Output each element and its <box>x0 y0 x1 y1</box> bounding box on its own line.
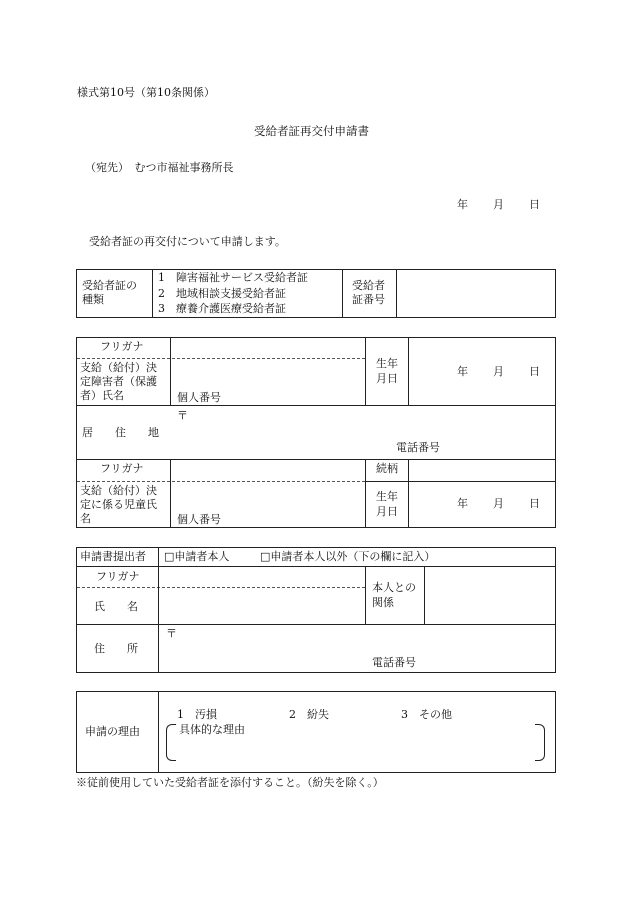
child-birth-month: 月 <box>493 497 504 510</box>
residence-field[interactable] <box>192 410 552 438</box>
document-title: 受給者証再交付申請書 <box>254 124 369 138</box>
applicant-name-field[interactable] <box>171 359 364 389</box>
child-birth-label-2: 月日 <box>376 505 398 518</box>
child-personal-number-label: 個人番号 <box>177 513 221 526</box>
addressee: （宛先） むつ市福祉事務所長 <box>85 161 234 174</box>
cert-number-field[interactable] <box>397 270 555 317</box>
submitter-label: 申請書提出者 <box>80 550 146 563</box>
submitter-relation-label-1: 本人との <box>372 581 416 594</box>
applicant-birth-label-1: 生年 <box>376 357 398 370</box>
residence-phone-label: 電話番号 <box>396 441 440 454</box>
submitter-postal-mark: 〒 <box>166 627 177 640</box>
reason-option-other[interactable]: 3 その他 <box>401 708 452 721</box>
date-year: 年 <box>457 198 468 211</box>
applicant-birth-month: 月 <box>493 365 504 378</box>
submitter-address-label: 住 所 <box>94 642 138 655</box>
date-day: 日 <box>529 198 540 211</box>
reason-bracket-left <box>166 724 176 761</box>
applicant-name-label-1: 支給（給付）決 <box>80 361 157 374</box>
cert-type-option-1: 1 障害福祉サービス受給者証 <box>158 271 308 284</box>
submitter-furigana-label: フリガナ <box>96 570 140 583</box>
applicant-personal-number-label: 個人番号 <box>177 391 221 404</box>
cert-type-label-2: 種類 <box>82 293 104 306</box>
applicant-name-label-2: 定障害者（保護 <box>80 375 157 388</box>
reason-bracket-right <box>535 724 545 761</box>
cert-type-label-1: 受給者証の <box>82 279 137 292</box>
reason-detail-field[interactable] <box>178 738 533 760</box>
submitter-phone-label: 電話番号 <box>372 656 416 669</box>
child-furigana-label: フリガナ <box>100 462 144 475</box>
cert-number-label-2: 証番号 <box>352 293 385 306</box>
child-name-label-1: 支給（給付）決 <box>80 484 157 497</box>
applicant-birth-label-2: 月日 <box>376 372 398 385</box>
child-birth-day: 日 <box>529 497 540 510</box>
cert-type-option-2: 2 地域相談支援受給者証 <box>158 287 286 300</box>
child-name-label-2: 定に係る児童氏 <box>80 498 157 511</box>
date-month: 月 <box>493 198 504 211</box>
submitter-name-field[interactable] <box>159 589 364 623</box>
cert-number-label-1: 受給者 <box>352 279 385 292</box>
relation-label: 続柄 <box>376 462 398 475</box>
applicant-birth-year: 年 <box>457 365 468 378</box>
reason-table <box>76 691 556 773</box>
child-name-label-3: 名 <box>80 512 91 525</box>
residence-postal-mark: 〒 <box>177 409 188 422</box>
cert-type-option-3: 3 療養介護医療受給者証 <box>158 302 286 315</box>
footnote: ※従前使用していた受給者証を添付すること。（紛失を除く。） <box>76 776 384 789</box>
residence-label: 居 住 地 <box>82 426 159 439</box>
child-birth-year: 年 <box>457 497 468 510</box>
intro-text: 受給者証の再交付について申請します。 <box>89 235 286 248</box>
submitter-relation-label-2: 関係 <box>372 596 394 609</box>
applicant-furigana-label: フリガナ <box>100 340 144 353</box>
applicant-birth-day: 日 <box>529 365 540 378</box>
reason-option-soiled[interactable]: 1 汚損 <box>177 708 217 721</box>
submitter-option-self[interactable]: □申請者本人 <box>164 550 230 563</box>
reason-option-lost[interactable]: 2 紛失 <box>289 708 329 721</box>
form-number: 様式第10号（第10条関係） <box>77 86 215 99</box>
submitter-option-other[interactable]: □申請者本人以外（下の欄に記入） <box>260 550 436 563</box>
child-birth-label-1: 生年 <box>376 490 398 503</box>
submitter-name-label: 氏 名 <box>94 600 138 613</box>
reason-label: 申請の理由 <box>85 725 140 738</box>
reason-detail-label: 具体的な理由 <box>179 723 245 736</box>
applicant-name-label-3: 者）氏名 <box>80 389 124 402</box>
